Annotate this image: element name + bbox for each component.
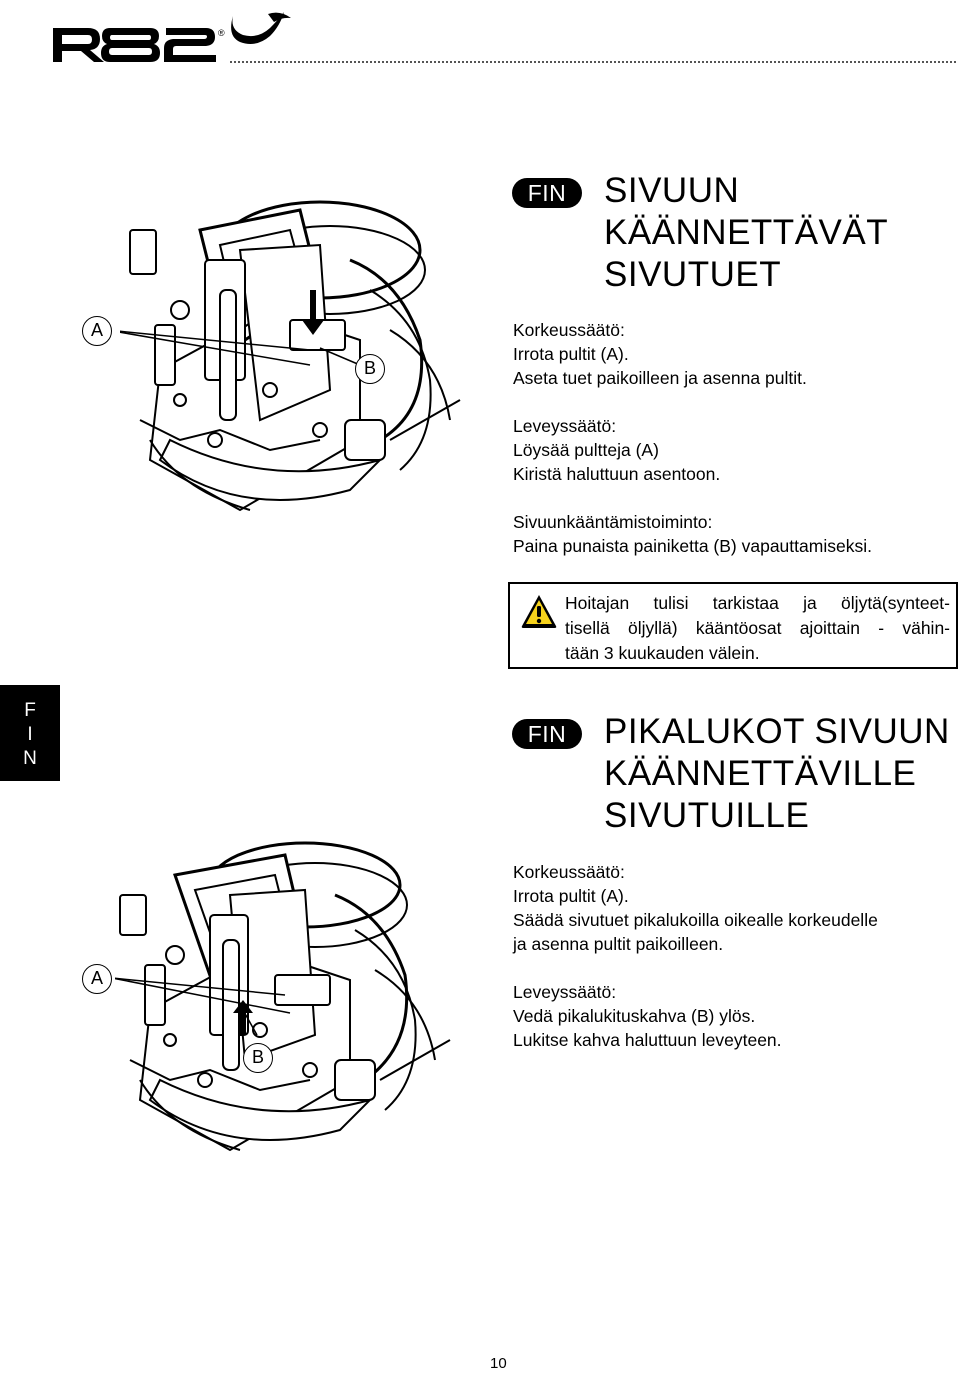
section-title: PIKALUKOT SIVUUN KÄÄNNETTÄVILLE SIVUTUILLE	[604, 712, 950, 835]
page-number: 10	[490, 1355, 507, 1372]
section-body: Korkeussäätö: Irrota pultit (A). Aseta tuet paikoilleen ja asenna pultit. Leveyssäätö: Löysää pultteja (A) Kiristä haluttuun asentoon. Sivuunkääntämistoiminto: Paina punaista painiketta (B) vapauttamiseksi.	[513, 320, 872, 556]
warning-box	[508, 582, 958, 669]
callout-b: B	[243, 1043, 273, 1073]
section-title: SIVUUN KÄÄNNETTÄVÄT SIVUTUET	[604, 171, 889, 294]
section-body: Korkeussäätö: Irrota pultit (A). Säädä sivutuet pikalukoilla oikealle korkeudelle ja asenna pultit paikoilleen. Leveyssäätö: Vedä pikalukituskahva (B) ylös. Lukitse kahva haluttuun leveyteen.	[513, 862, 878, 1050]
r82-logo-icon	[48, 8, 298, 68]
header-dotted-rule	[230, 61, 956, 63]
language-side-tab: F I N	[0, 685, 60, 781]
language-badge: FIN	[512, 719, 582, 749]
callout-a: A	[82, 964, 112, 994]
callout-a: A	[82, 316, 112, 346]
warning-triangle-icon	[519, 592, 559, 630]
svg-text:®: ®	[218, 28, 225, 38]
callout-b: B	[355, 354, 385, 384]
swing-away-lateral-support-illustration	[120, 190, 465, 530]
warning-text: Hoitajan tulisi tarkistaa ja öljytä(synteet- tisellä öljyllä) kääntöosat ajoittain - vähin- tään 3 kuukauden välein.	[565, 593, 950, 663]
language-badge: FIN	[512, 178, 582, 208]
quick-release-lateral-support-illustration	[115, 835, 455, 1180]
